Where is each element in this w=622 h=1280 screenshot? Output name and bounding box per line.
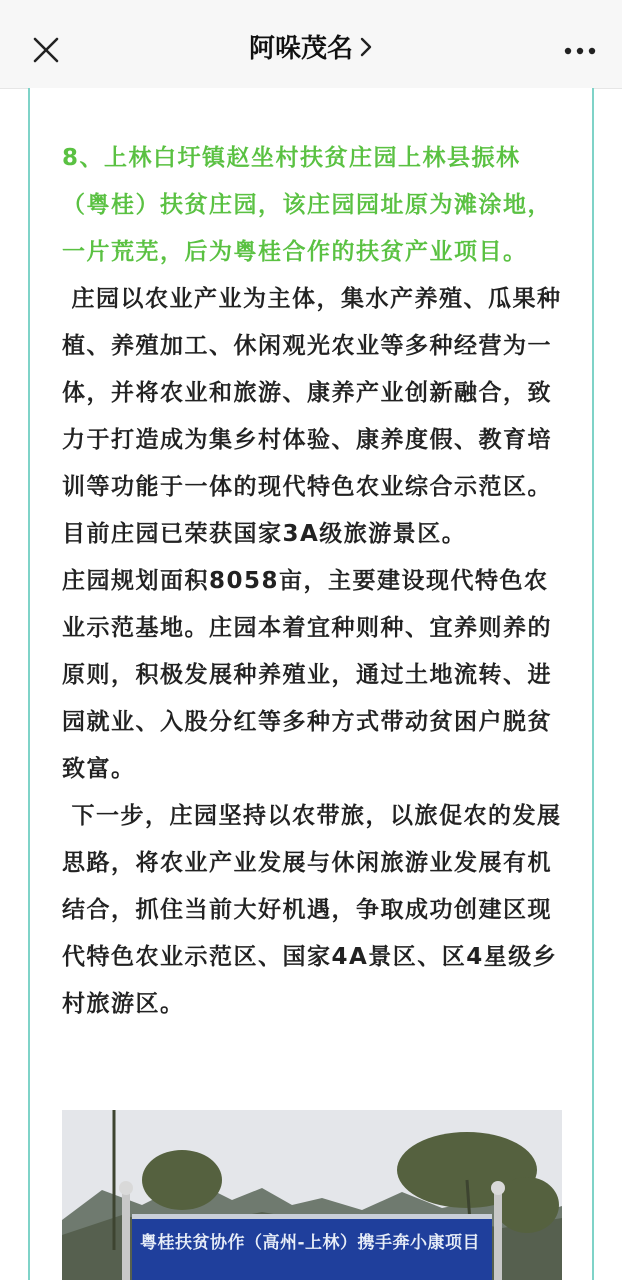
top-navigation-bar <box>0 0 622 89</box>
photo-banner-text: 粤桂扶贫协作（高州-上林）携手奔小康项目 <box>140 1233 481 1253</box>
article-photo[interactable] <box>62 1110 562 1280</box>
account-title-link[interactable] <box>0 27 622 72</box>
article-frame <box>28 88 594 1280</box>
article-paragraph-3: 下一步，庄园坚持以农带旅，以旅促农的发展思路，将农业产业发展与休闲旅游业发展有机结合，抓住当前大好机遇，争取成功创建区现代特色农业示范区、国家4A景区、区4星级乡村旅游区。 <box>62 803 562 1017</box>
article-paragraph-1: 庄园以农业产业为主体，集水产养殖、瓜果种植、养殖加工、休闲观光农业等多种经营为一体，并将农业和旅游、康养产业创新融合，致力于打造成为集乡村体验、康养度假、教育培训等功能于一体的现代特色农业综合示范区。目前庄园已荣获国家3A级旅游景区。 <box>62 286 562 547</box>
chevron-right-icon[interactable] <box>359 28 373 72</box>
article-body <box>62 135 562 1028</box>
page-title[interactable]: 阿哚茂名 <box>248 34 353 64</box>
more-dots-icon[interactable] <box>560 34 600 64</box>
article-paragraph-2: 庄园规划面积8058亩，主要建设现代特色农业示范基地。庄园本着宜种则种、宜养则养的原则，积极发展种养殖业，通过土地流转、进园就业、入股分红等多种方式带动贫困户脱贫致富。 <box>62 568 552 782</box>
article-headline: 8、上林白圩镇赵坐村扶贫庄园上林县振林（粤桂）扶贫庄园，该庄园园址原为滩涂地，一片荒芜，后为粤桂合作的扶贫产业项目。 <box>62 145 552 265</box>
